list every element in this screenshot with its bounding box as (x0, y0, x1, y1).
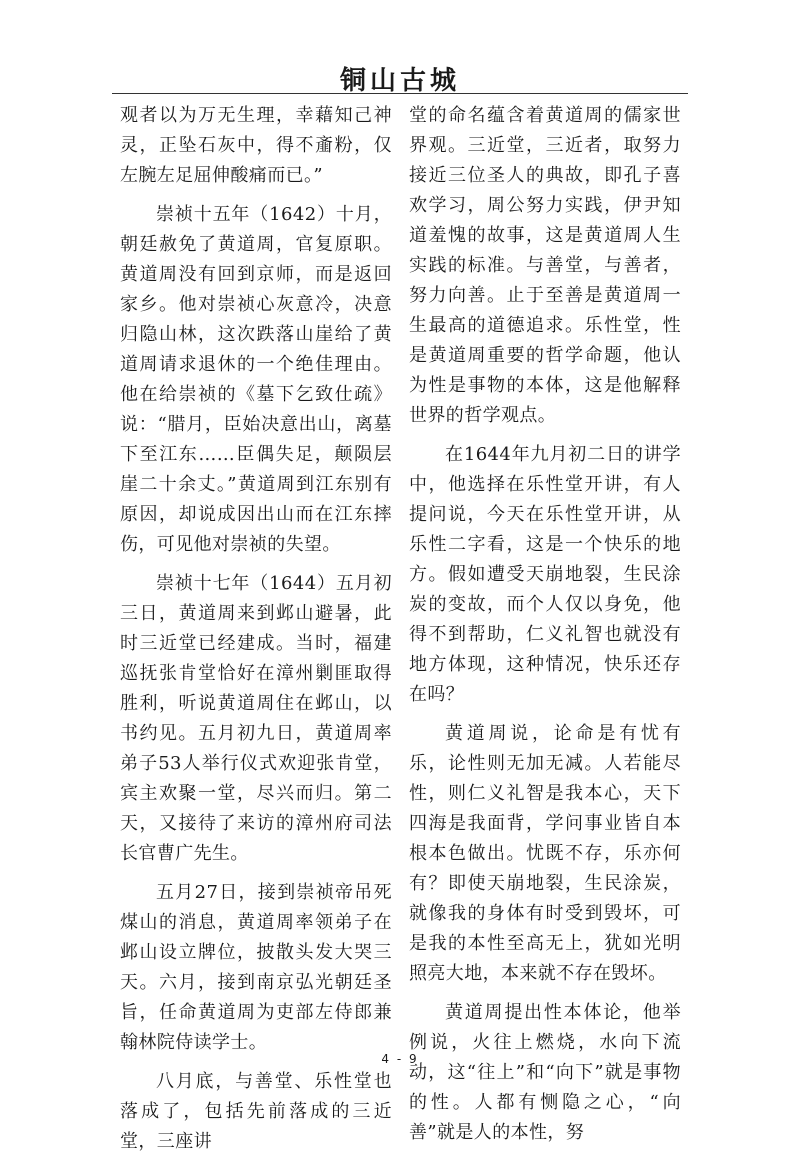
paragraph: 黄道周说，论命是有忧有乐，论性则无加无减。人若能尽性，则仁义礼智是我本心，天下四海是我面背，学问事业皆自本根本色做出。忧既不存，乐亦何有？即使天崩地裂，生民涂炭，就像我的身体有时受到毁坏，可是我的本性至高无上，犹如光明照亮大地，本来就不存在毁坏。 (409, 723, 681, 984)
paragraph: 黄道周提出性本体论，他举例说，火往上燃烧，水向下流动，这“往上”和“向下”就是事物的性。人都有恻隐之心，“向善”就是人的本性，努 (409, 1002, 681, 1143)
paragraph: 在1644年九月初二日的讲学中，他选择在乐性堂开讲，有人提问说，今天在乐性堂开讲，从乐性二字看，这是一个快乐的地方。假如遭受天崩地裂，生民涂炭的变故，而个人仅以身免，他得不到帮助，仁义礼智也就没有地方体现，这种情况，快乐还存在吗？ (409, 444, 681, 705)
paragraph: 崇祯十七年（1644）五月初三日，黄道周来到邺山避暑，此时三近堂已经建成。当时，福建巡抚张肯堂恰好在漳州剿匪取得胜利，听说黄道周住在邺山，以书约见。五月初九日，黄道周率弟子53人举行仪式欢迎张肯堂，宾主欢聚一堂，尽兴而归。第二天，又接待了来访的漳州府司法长官曹广先生。 (120, 573, 392, 864)
page-number: 4 - 9 (381, 1052, 419, 1066)
left-column (120, 101, 392, 1166)
right-column (409, 101, 681, 1157)
page-title: 铜山古城 (339, 66, 460, 96)
paragraph: 崇祯十五年（1642）十月，朝廷赦免了黄道周，官复原职。黄道周没有回到京师，而是返回家乡。他对崇祯心灰意冷，决意归隐山林，这次跌落山崖给了黄道周请求退休的一个绝佳理由。他在给崇祯的《墓下乞致仕疏》说：“腊月，臣始决意出山，离墓下至江东……臣偶失足，颠陨层崖二十余丈。”黄道周到江东别有原因，却说成因出山而在江东摔伤，可见他对崇祯的失望。 (120, 204, 392, 555)
paragraph: 八月底，与善堂、乐性堂也落成了，包括先前落成的三近堂，三座讲 (120, 1071, 392, 1152)
paragraph: 五月27日，接到崇祯帝吊死煤山的消息，黄道周率领弟子在邺山设立牌位，披散头发大哭三天。六月，接到南京弘光朝廷圣旨，任命黄道周为吏部左侍郎兼翰林院侍读学士。 (120, 882, 392, 1053)
paragraph: 观者以为万无生理，幸藉知己神灵，正坠石灰中，得不齑粉，仅左腕左足屈伸酸痛而已。” (120, 105, 392, 186)
paragraph: 堂的命名蕴含着黄道周的儒家世界观。三近堂，三近者，取努力接近三位圣人的典故，即孔子喜欢学习，周公努力实践，伊尹知道羞愧的故事，这是黄道周人生实践的标准。与善堂，与善者，努力向善。止于至善是黄道周一生最高的道德追求。乐性堂，性是黄道周重要的哲学命题，他认为性是事物的本体，这是他解释世界的哲学观点。 (409, 105, 681, 426)
header-divider (112, 93, 688, 94)
